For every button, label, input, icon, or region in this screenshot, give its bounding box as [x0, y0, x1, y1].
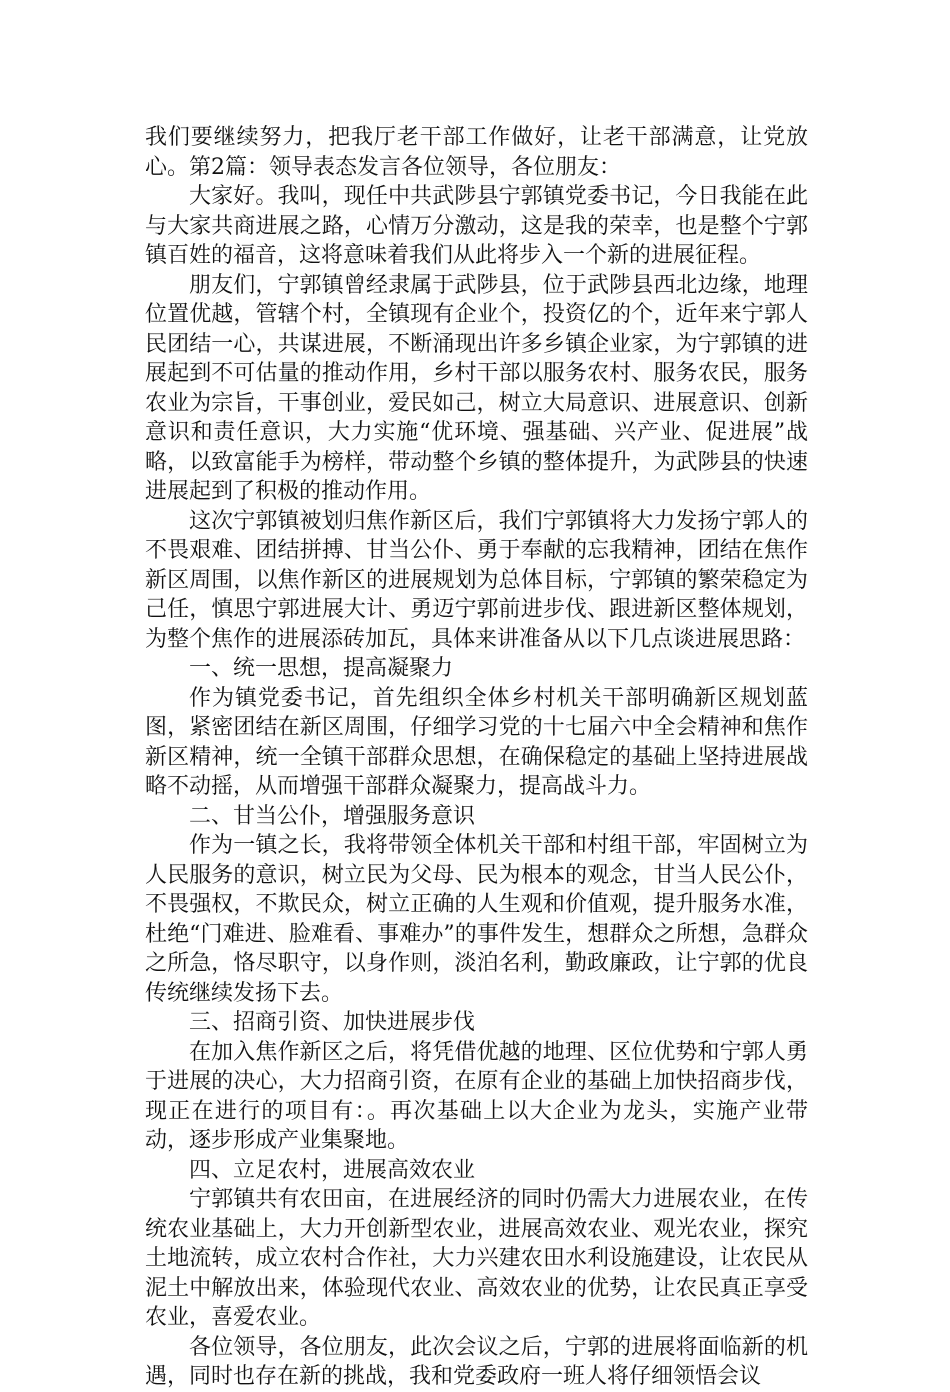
paragraph: 这次宁郭镇被划归焦作新区后，我们宁郭镇将大力发扬宁郭人的不畏艰难、团结拼搏、甘当公仆、勇于奉献的忘我精神，团结在焦作新区周围，以焦作新区的进展规划为总体目标，宁郭镇的繁荣稳定为己任，慎思宁郭进展大计、勇迈宁郭前进步伐、跟进新区整体规划，为整个焦作的进展添砖加瓦，具体来讲准备从以下几点谈进展思路： — [145, 508, 808, 652]
paragraph: 宁郭镇共有农田亩，在进展经济的同时仍需大力进展农业，在传统农业基础上，大力开创新型农业，进展高效农业、观光农业，探究土地流转，成立农村合作社，大力兴建农田水利设施建设，让农民从泥土中解放出来，体验现代农业、高效农业的优势，让农民真正享受农业，喜爱农业。 — [145, 1187, 808, 1330]
paragraph: 朋友们，宁郭镇曾经隶属于武陟县，位于武陟县西北边缘，地理位置优越，管辖个村，全镇现有企业个，投资亿的个，近年来宁郭人民团结一心，共谋进展，不断涌现出许多乡镇企业家，为宁郭镇的进展起到不可估量的推动作用，乡村干部以服务农村、服务农民，服务农业为宗旨，干事创业，爱民如己，树立大局意识、进展意识、创新意识和责任意识，大力实施“优环境、强基础、兴产业、促进展”战略，以致富能手为榜样，带动整个乡镇的整体提升，为武陟县的快速进展起到了积极的推动作用。 — [145, 272, 808, 504]
paragraph: 我们要继续努力，把我厅老干部工作做好，让老干部满意，让党放心。第2篇：领导表态发言各位领导，各位朋友： — [145, 125, 808, 180]
section-heading: 一、统一思想，提高凝聚力 — [189, 656, 454, 681]
document-body — [145, 123, 808, 1392]
paragraph: 在加入焦作新区之后，将凭借优越的地理、区位优势和宁郭人勇于进展的决心，大力招商引资，在原有企业的基础上加快招商步伐，现正在进行的项目有：。再次基础上以大企业为龙头，实施产业带动，逐步形成产业集聚地。 — [145, 1039, 808, 1153]
paragraph: 各位领导，各位朋友，此次会议之后，宁郭的进展将面临新的机遇，同时也存在新的挑战，我和党委政府一班人将仔细领悟会议 — [145, 1334, 808, 1389]
paragraph: 作为镇党委书记，首先组织全体乡村机关干部明确新区规划蓝图，紧密团结在新区周围，仔细学习党的十七届六中全会精神和焦作新区精神，统一全镇干部群众思想，在确保稳定的基础上坚持进展战略不动摇，从而增强干部群众凝聚力，提高战斗力。 — [145, 685, 808, 799]
paragraph: 作为一镇之长，我将带领全体机关干部和村组干部，牢固树立为人民服务的意识，树立民为父母、民为根本的观念，甘当人民公仆，不畏强权，不欺民众，树立正确的人生观和价值观，提升服务水准，杜绝“门难进、脸难看、事难办”的事件发生，想群众之所想，急群众之所急，恪尽职守，以身作则，淡泊名利，勤政廉政，让宁郭的优良传统继续发扬下去。 — [145, 833, 808, 1006]
section-heading: 三、招商引资、加快进展步伐 — [189, 1010, 476, 1035]
paragraph: 大家好。我叫，现任中共武陟县宁郭镇党委书记，今日我能在此与大家共商进展之路，心情万分激动，这是我的荣幸，也是整个宁郭镇百姓的福音，这将意味着我们从此将步入一个新的进展征程。 — [145, 184, 808, 268]
section-heading: 四、立足农村，进展高效农业 — [189, 1157, 476, 1183]
section-heading: 二、甘当公仆，增强服务意识 — [189, 803, 476, 829]
